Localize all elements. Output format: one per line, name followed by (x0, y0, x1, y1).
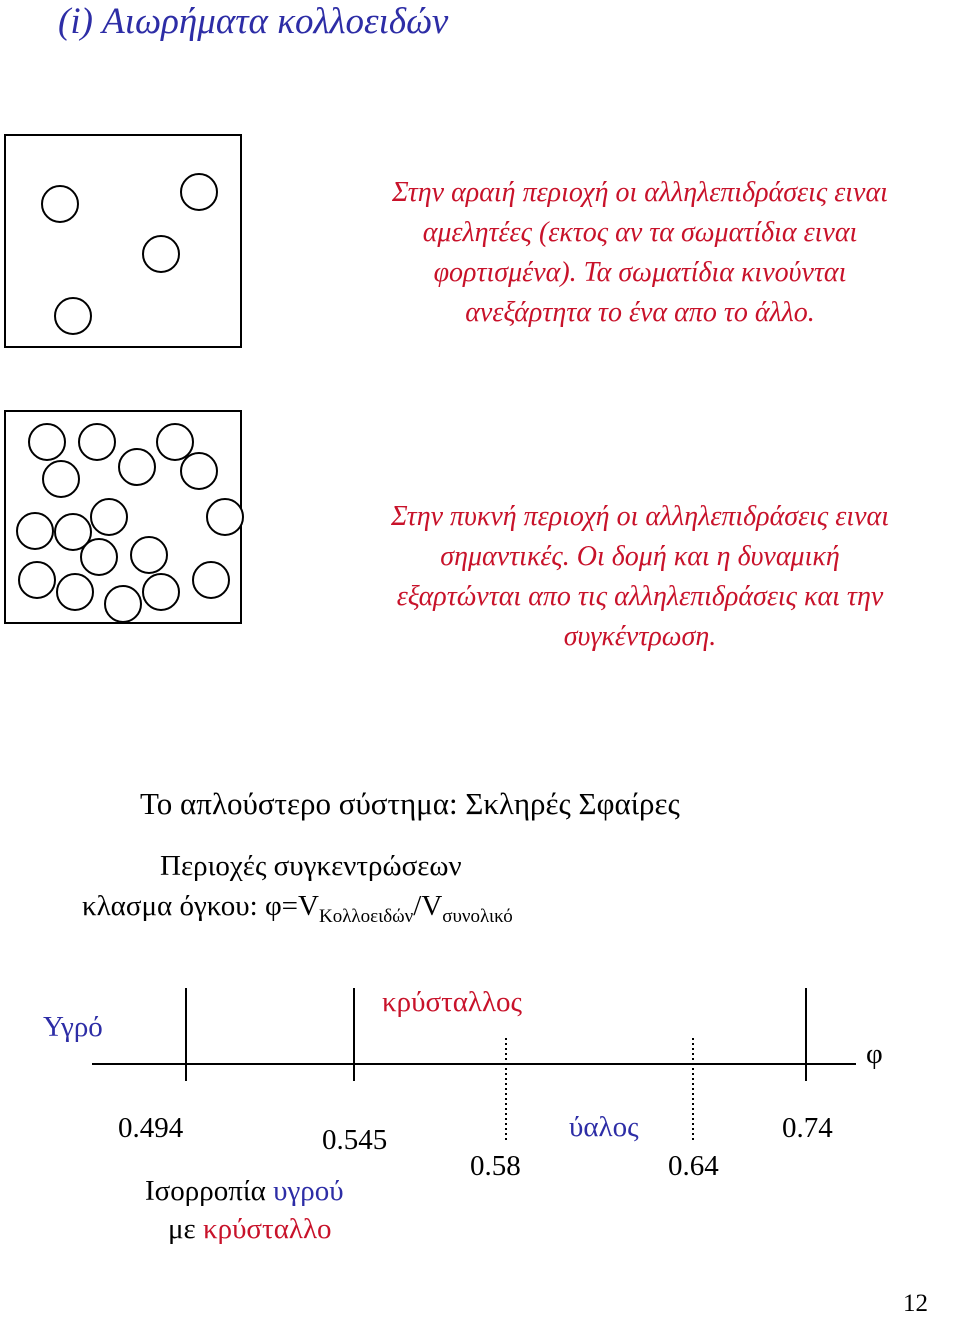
phi-axis-label: φ (866, 1038, 883, 1070)
value-064: 0.64 (668, 1150, 719, 1182)
value-0494: 0.494 (118, 1112, 184, 1144)
dense-line: σημαντικές. Οι δομή και η δυναμική (440, 541, 840, 572)
coexistence-line2 (168, 1213, 332, 1246)
dilute-line: φορτισμένα). Τα σωματίδια κινούνται (433, 257, 847, 288)
coexistence-crystal-word: κρύσταλλο (202, 1213, 332, 1245)
page-title: (i) Αιωρήματα κολλοειδών (58, 1, 449, 42)
dilute-line: ανεξάρτητα το ένα απο το άλλο. (465, 297, 815, 328)
coexistence-liquid-word: υγρού (273, 1175, 344, 1207)
liquid-label: Υγρό (43, 1011, 103, 1043)
fraction-subscript-total: συνολικό (442, 905, 513, 927)
fraction-mid: /V (413, 890, 443, 922)
coexistence-word: με (168, 1213, 196, 1245)
dilute-line: αμελητέες (εκτος αν τα σωματίδια ειναι (422, 217, 858, 248)
value-0545: 0.545 (322, 1124, 388, 1156)
dense-line: συγκέντρωση. (563, 621, 717, 652)
value-058: 0.58 (470, 1150, 521, 1182)
concentration-regions-label: Περιοχές συγκεντρώσεων (160, 850, 462, 882)
coexistence-word: Ισορροπία (145, 1175, 266, 1207)
hard-spheres-headline: Το απλούστερο σύστημα: Σκληρές Σφαίρες (140, 786, 680, 821)
dense-line: εξαρτώνται απο τις αλληλεπιδράσεις και την (396, 581, 884, 612)
value-074: 0.74 (782, 1112, 833, 1144)
dilute-line: Στην αραιή περιοχή οι αλληλεπιδράσεις ειναι (392, 177, 888, 208)
coexistence-line1 (145, 1175, 344, 1208)
glass-label: ύαλος (569, 1111, 639, 1143)
crystal-label: κρύσταλλος (382, 986, 523, 1018)
fraction-subscript-colloid: Κολλοειδών (318, 905, 414, 927)
page-number: 12 (903, 1290, 928, 1317)
fraction-prefix: κλασμα όγκου: φ=V (82, 890, 319, 922)
dense-line: Στην πυκνή περιοχή οι αλληλεπιδράσεις ειναι (390, 501, 890, 532)
